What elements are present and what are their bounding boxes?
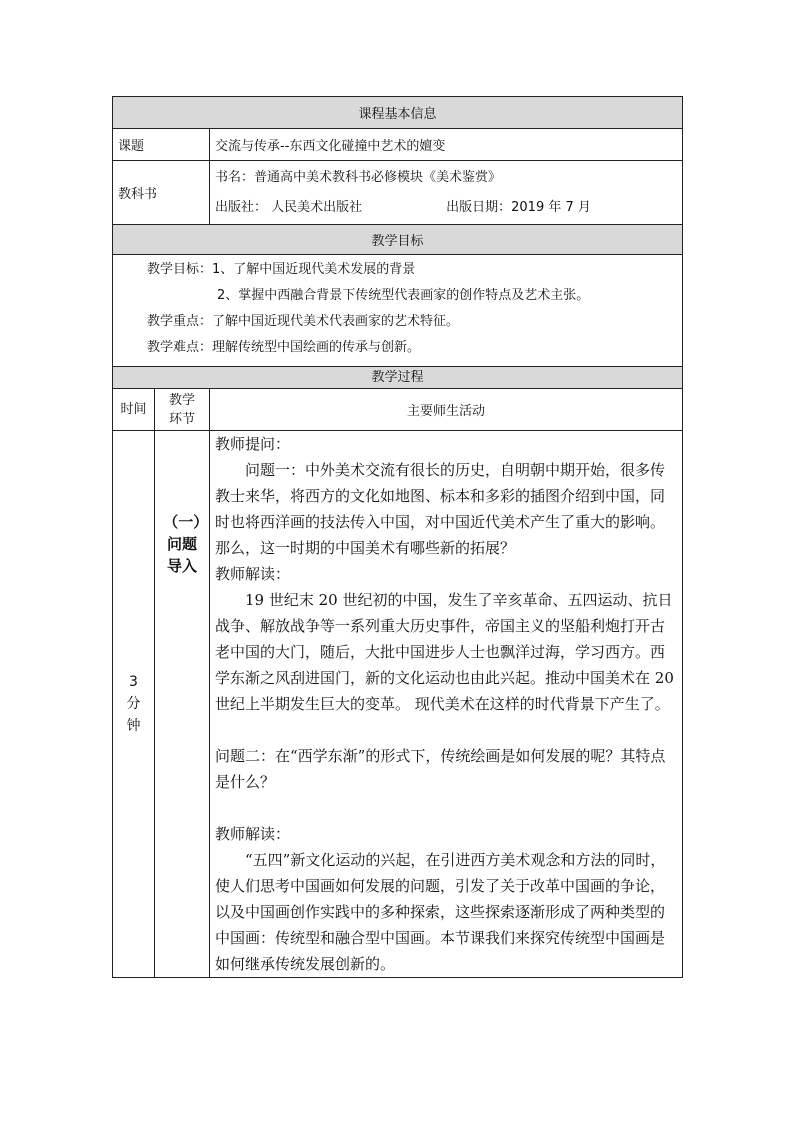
teacher-question-label: 教师提问： xyxy=(215,435,291,453)
spacer xyxy=(215,795,677,821)
publisher: 出版社： 人民美术出版社 xyxy=(215,199,363,215)
stage-cell xyxy=(155,431,210,978)
textbook-label: 教科书 xyxy=(113,161,210,225)
activity-cell xyxy=(210,431,683,978)
objectives-heading: 教学目标 xyxy=(113,225,683,255)
textbook-row xyxy=(113,161,683,225)
topic-label: 课题 xyxy=(113,129,210,161)
topic-row xyxy=(113,129,683,161)
question-1: 问题一：中外美术交流有很长的历史，自明朝中期开始，很多传教士来华，将西方的文化如地图、标本和多彩的插图介绍到中国，同时也将西洋画的技法传入中国，对中国近代美术产生了重大的影响。那么，这一时期的中国美术有哪些新的拓展？ xyxy=(215,461,666,557)
reading-2: “五四”新文化运动的兴起，在引进西方美术观念和方法的同时，使人们思考中国画如何发展的问题，引发了关于改革中国画的争论，以及中国画创作实践中的多种探索，这些探索逐渐形成了两种类型的中国画：传统型和融合型中国画。本节课我们来探究传统型中国画是如何继承传统发展创新的。 xyxy=(215,851,666,973)
time-cell: 3分钟 xyxy=(113,431,155,978)
difficulty: 教学难点：理解传统型中国绘画的传承与创新。 xyxy=(147,340,421,355)
process-heading-row xyxy=(113,367,683,389)
col-stage: 教学环节 xyxy=(155,389,210,431)
objectives-body xyxy=(113,255,683,367)
process-column-headers xyxy=(113,389,683,431)
key-point: 教学重点：了解中国近现代美术代表画家的艺术特征。 xyxy=(147,314,460,329)
col-time: 时间 xyxy=(113,389,155,431)
topic-value: 交流与传承--东西文化碰撞中艺术的嬗变 xyxy=(210,129,683,161)
col-activity: 主要师生活动 xyxy=(210,389,683,431)
textbook-info xyxy=(210,161,683,225)
process-row xyxy=(113,431,683,978)
objectives-heading-row xyxy=(113,225,683,255)
teacher-reading-label: 教师解读： xyxy=(215,565,291,583)
spacer xyxy=(215,717,677,743)
process-heading: 教学过程 xyxy=(113,367,683,389)
objectives-row xyxy=(113,255,683,367)
stage-label: （一）问题导入 xyxy=(163,513,201,575)
goal-2: 2、掌握中西融合背景下传统型代表画家的创作特点及艺术主张。 xyxy=(217,288,590,303)
publisher-line xyxy=(215,193,677,223)
teacher-reading-label-2: 教师解读： xyxy=(215,825,291,843)
basic-info-heading: 课程基本信息 xyxy=(113,97,683,129)
publish-date: 出版日期：2019 年 7 月 xyxy=(446,199,591,215)
basic-info-heading-row xyxy=(113,97,683,129)
reading-1: 19 世纪末 20 世纪初的中国，发生了辛亥革命、五四运动、抗日战争、解放战争等一系列重大历史事件，帝国主义的坚船利炮打开古老中国的大门，随后，大批中国进步人士也飘洋过海，学习西方。西学东渐之风刮进国门，新的文化运动也由此兴起。推动中国美术在 20 世纪上半期发生巨大的变革。 现代美术在这样的时代背景下产生了。 xyxy=(215,591,674,713)
book-name: 书名：普通高中美术教科书必修模块《美术鉴赏》 xyxy=(215,169,502,185)
question-2: 问题二：在“西学东渐”的形式下，传统绘画是如何发展的呢？其特点是什么？ xyxy=(215,747,666,791)
lesson-plan-table xyxy=(112,96,683,978)
goal-1: 教学目标：1、了解中国近现代美术发展的背景 xyxy=(147,262,416,277)
